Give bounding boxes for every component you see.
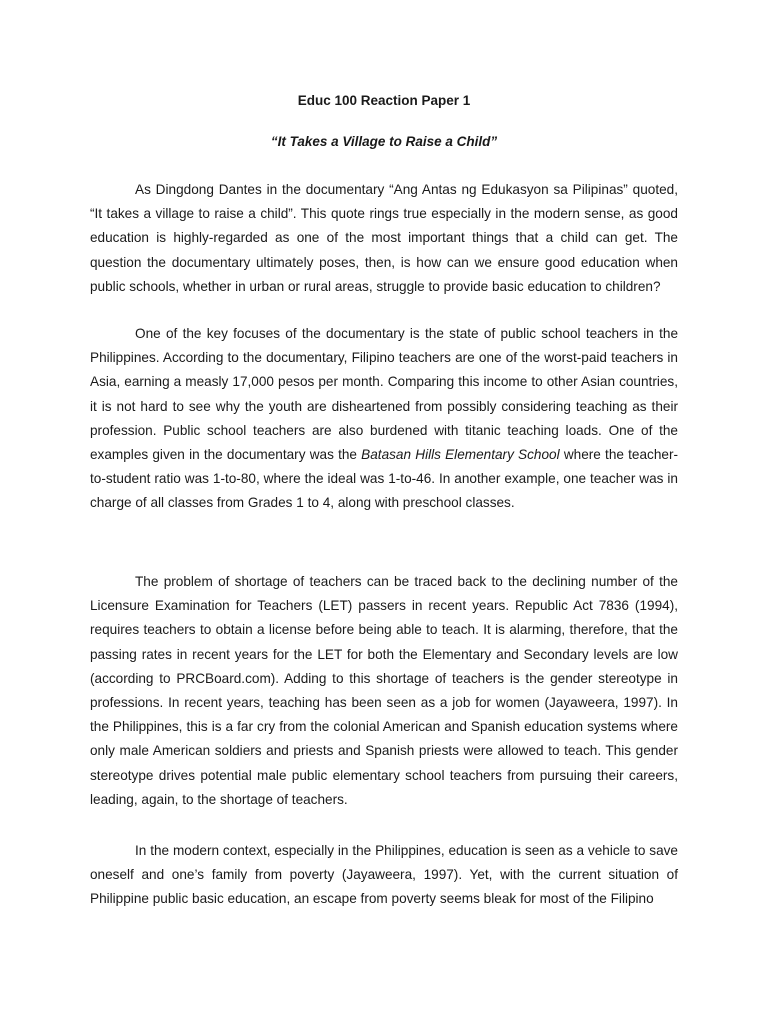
paragraph-1: As Dingdong Dantes in the documentary “Ang Antas ng Edukasyon sa Pilipinas” quoted, “It takes a village to raise a child”. This quote rings true especially in the modern sense, as good education is highly-regarded as one of the most important things that a child can get. The question the documentary ultimately poses, then, is how can we ensure good education when public schools, whether in urban or rural areas, struggle to provide basic education to children? (90, 182, 678, 294)
paragraph-3: The problem of shortage of teachers can be traced back to the declining number of the Licensure Examination for Teachers (LET) passers in recent years. Republic Act 7836 (1994), requires teachers to obtain a license before being able to teach. It is alarming, therefore, that the passing rates in recent years for the LET for both the Elementary and Secondary levels are low (according to PRCBoard.com). Adding to this shortage of teachers is the gender stereotype in professions. In recent years, teaching has been seen as a job for women (Jayaweera, 1997). In the Philippines, this is a far cry from the colonial American and Spanish education systems where only male American soldiers and priests and Spanish priests were allowed to teach. This gender stereotype drives potential male public elementary school teachers from pursuing their careers, leading, again, to the shortage of teachers. (90, 574, 678, 807)
paragraph-2 (90, 322, 678, 516)
paragraph-4: In the modern context, especially in the Philippines, education is seen as a vehicle to save oneself and one’s family from poverty (Jayaweera, 1997). Yet, with the current situation of Philippine public basic education, an escape from poverty seems bleak for most of the Filipino (90, 843, 678, 907)
school-name-italic: Batasan Hills Elementary School (361, 447, 560, 463)
document-subtitle: “It Takes a Village to Raise a Child” (270, 134, 498, 149)
paragraph-2-text-start: One of the key focuses of the documentary is the state of public school teachers in the Philippines. According to the documentary, Filipino teachers are one of the worst-paid teachers in Asia, earning a measly 17,000 pesos per month. Comparing this income to other Asian countries, it is not hard to see why the youth are disheartened from possibly considering teaching as their profession. Public school teachers are also burdened with titanic teaching loads. One of the examples given in the documentary was the (90, 326, 678, 463)
document-title: Educ 100 Reaction Paper 1 (297, 93, 471, 108)
paragraph-2-text-end: where the teacher-to-student ratio was 1-to-80, where the ideal was 1-to-46. In another example, one teacher was in charge of all classes from Grades 1 to 4, along with preschool classes. (90, 447, 679, 511)
